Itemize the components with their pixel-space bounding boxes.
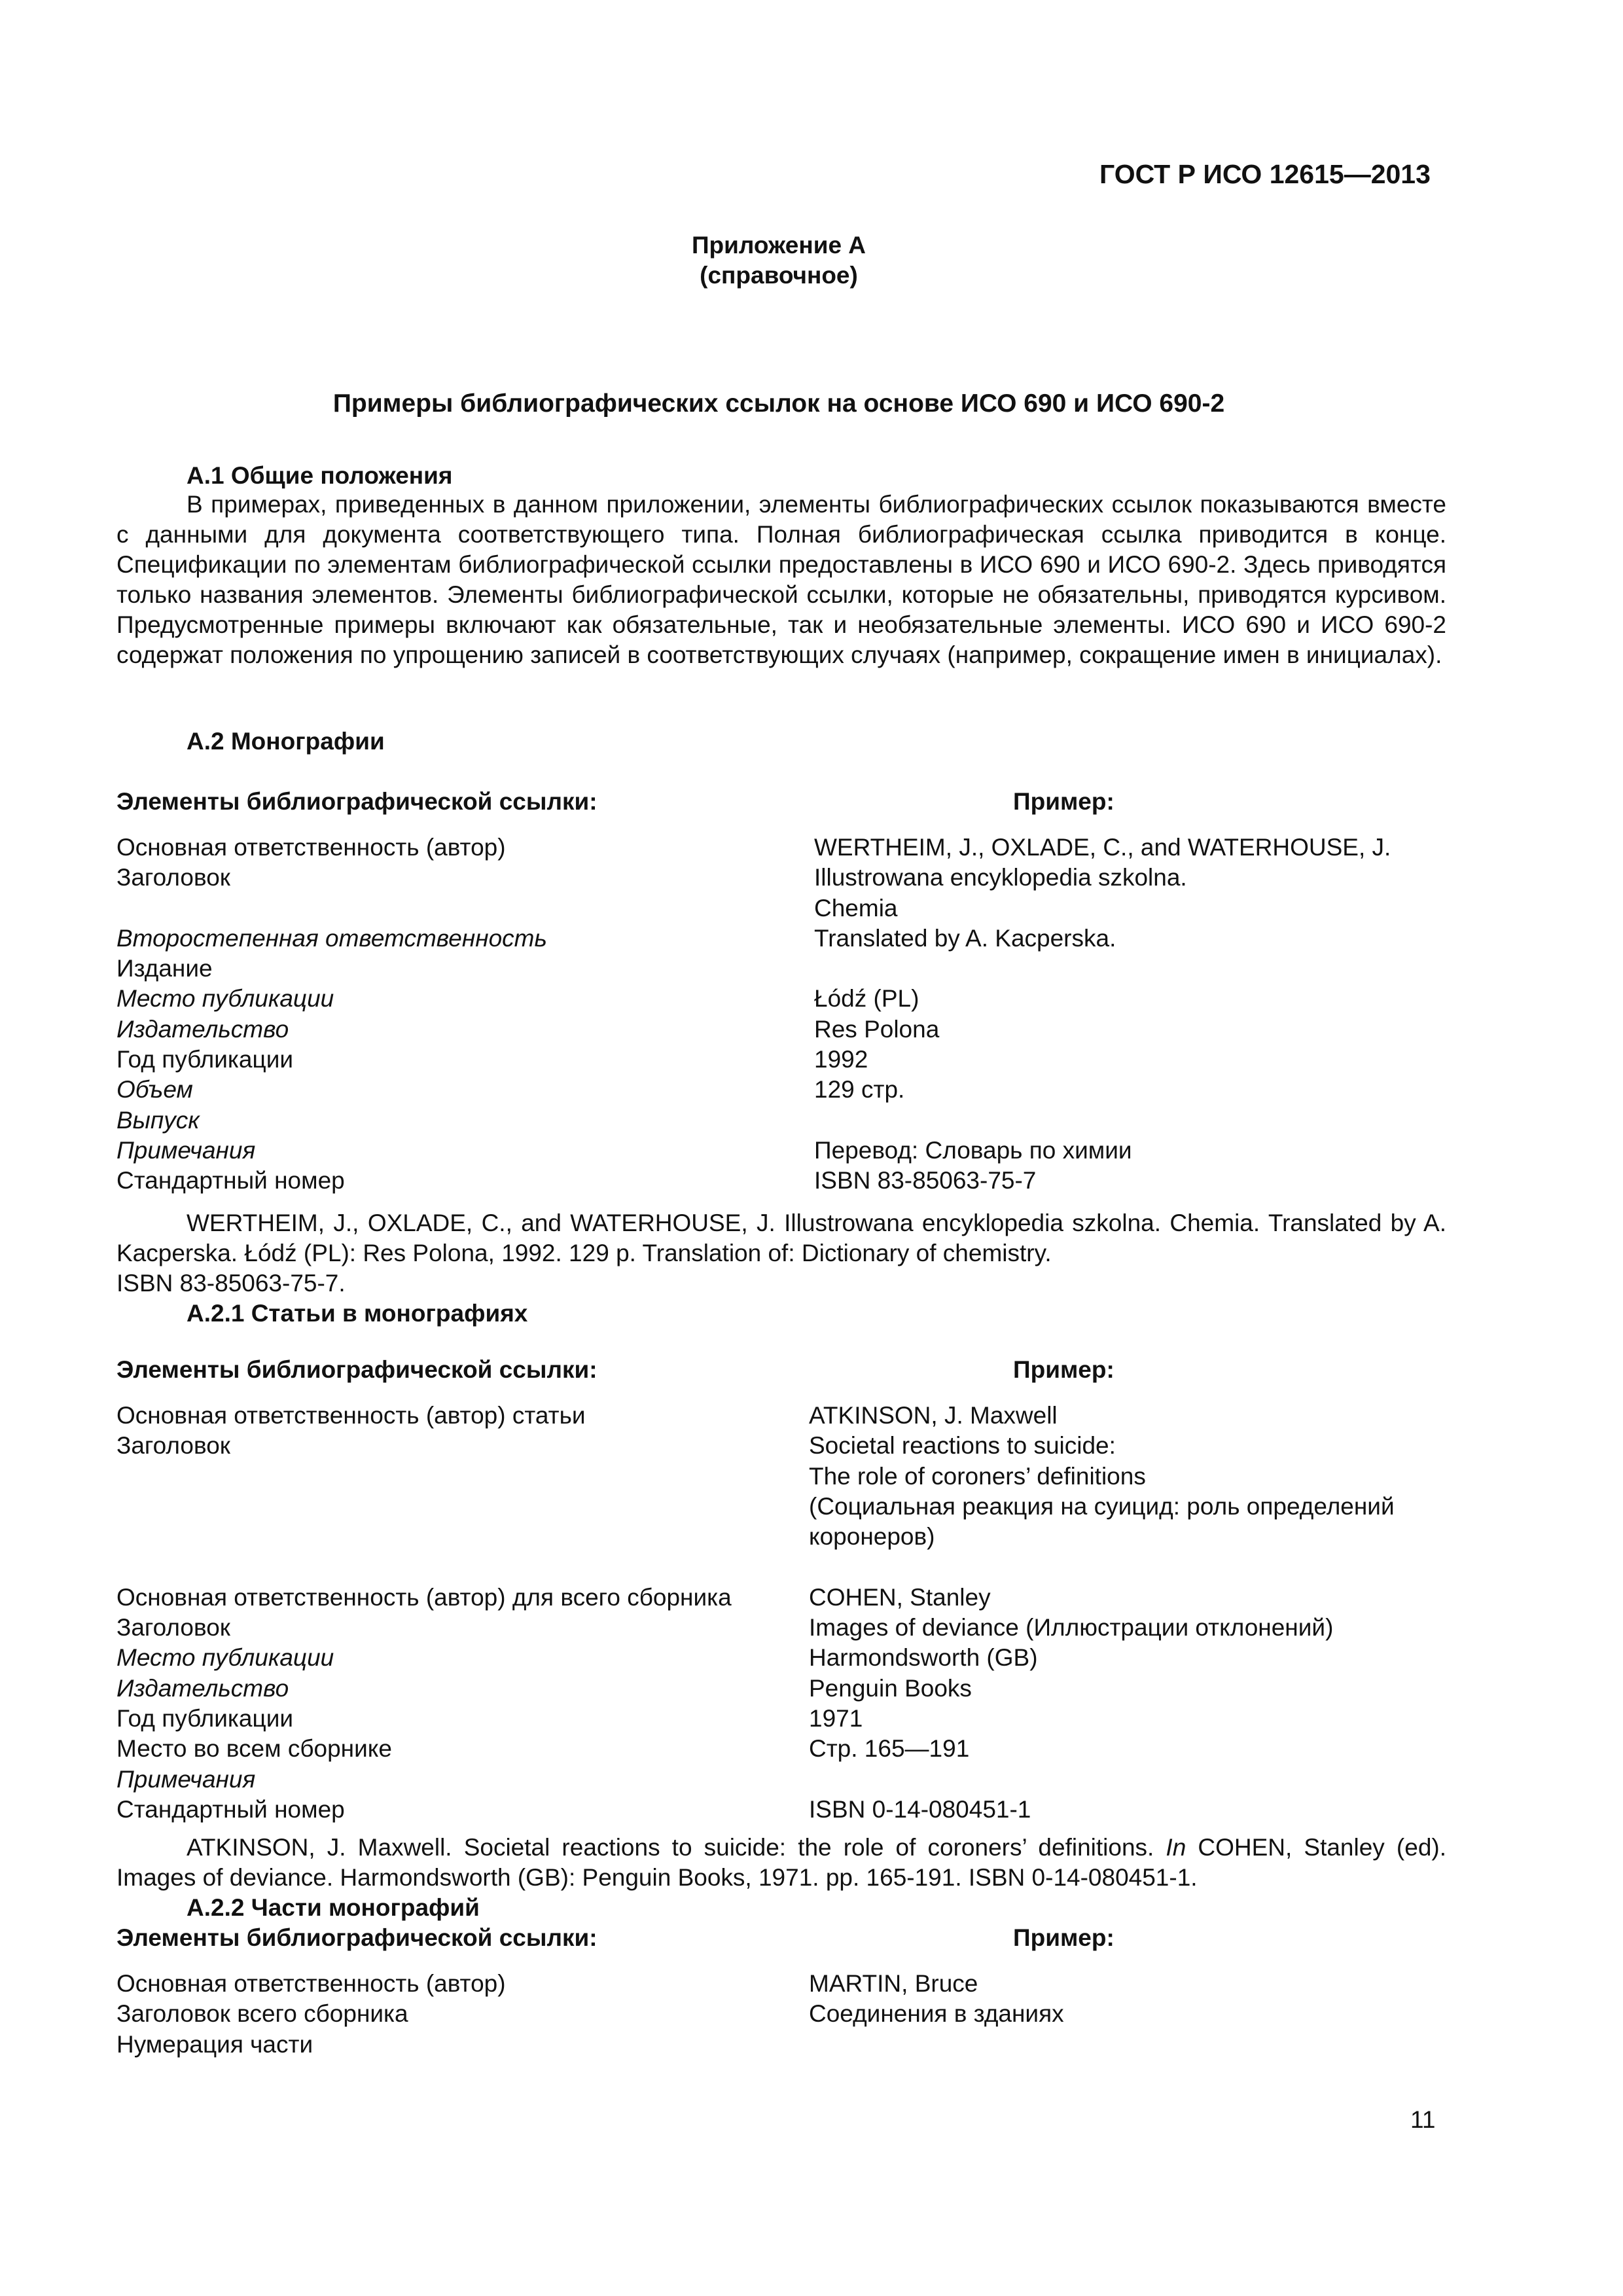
example-value: 1992 bbox=[814, 1046, 868, 1073]
a2-elements-header: Элементы библиографической ссылки: bbox=[116, 788, 597, 815]
example-value bbox=[809, 1552, 1446, 1582]
section-a2-heading: А.2 Монографии bbox=[187, 728, 385, 755]
example-value bbox=[809, 2030, 1446, 2060]
element-label bbox=[116, 1522, 784, 1552]
example-value: ISBN 83-85063-75-7 bbox=[814, 1167, 1037, 1194]
a2-elements-list bbox=[116, 833, 784, 1196]
example-value: The role of coroners’ definitions bbox=[809, 1462, 1146, 1490]
a21-citation: ATKINSON, J. Maxwell. Societal reactions to suicide: the role of coroners’ definitions. In COHEN, Stanley (ed). Images of deviance. Harmondsworth (GB): Penguin Books, 1971. pp. 165-191. ISBN 0-14-080451-1. bbox=[116, 1834, 1446, 1891]
example-value: Penguin Books bbox=[809, 1674, 972, 1702]
example-value: ATKINSON, J. Maxwell bbox=[809, 1402, 1058, 1429]
example-value: коронеров) bbox=[809, 1523, 935, 1551]
element-label: Заголовок bbox=[116, 1432, 230, 1460]
example-value: WERTHEIM, J., OXLADE, C., and WATERHOUSE, J. bbox=[814, 834, 1391, 861]
a2-example-header: Пример: bbox=[1013, 788, 1115, 815]
section-a21-heading: А.2.1 Статьи в монографиях bbox=[187, 1300, 528, 1327]
example-value: Стр. 165—191 bbox=[809, 1735, 970, 1763]
element-label: Второстепенная ответственность bbox=[116, 924, 547, 952]
section-a1-text: В примерах, приведенных в данном приложении, элементы библиографических ссылок показываются вместе с данными для документа соответствующего типа. Полная библиографическая ссылка приводится в конце. Спецификации по элементам библиографической ссылки предоставлены в ИСО 690 и ИСО 690-2. Здесь приводятся только названия элементов. Элементы библиографической ссылки, которые не обязательны, приводятся курсивом. Предусмотренные примеры включают как обязательные, так и необязательные элементы. ИСО 690 и ИСО 690-2 содержат положения по упрощению записей в соответствующих случаях (например, сокращение имен в инициалах). bbox=[116, 491, 1446, 668]
example-value: Translated by A. Kacperska. bbox=[814, 924, 1116, 952]
appendix-title: Приложение А bbox=[691, 232, 866, 259]
a21-elements-header: Элементы библиографической ссылки: bbox=[116, 1356, 597, 1383]
example-value: Chemia bbox=[814, 894, 898, 922]
element-label: Стандартный номер bbox=[116, 1795, 345, 1823]
example-value: MARTIN, Bruce bbox=[809, 1970, 978, 1997]
section-a22-heading: А.2.2 Части монографий bbox=[187, 1894, 480, 1921]
a2-citation-isbn: ISBN 83-85063-75-7. bbox=[116, 1270, 346, 1297]
example-value bbox=[809, 1765, 1446, 1795]
element-label: Стандартный номер bbox=[116, 1167, 345, 1194]
element-label: Основная ответственность (автор) bbox=[116, 1970, 506, 1997]
element-label: Выпуск bbox=[116, 1106, 200, 1134]
example-value bbox=[814, 1105, 1446, 1136]
element-label: Нумерация части bbox=[116, 2030, 313, 2058]
section-a1-heading: А.1 Общие положения bbox=[187, 462, 453, 489]
element-label: Объем bbox=[116, 1076, 193, 1103]
element-label: Примечания bbox=[116, 1765, 256, 1793]
example-value: 1971 bbox=[809, 1704, 863, 1732]
standard-designation: ГОСТ Р ИСО 12615—2013 bbox=[1099, 159, 1431, 189]
element-label: Заголовок всего сборника bbox=[116, 2000, 408, 2028]
element-label bbox=[116, 1492, 784, 1522]
example-value: Societal reactions to suicide: bbox=[809, 1432, 1116, 1460]
example-value: Перевод: Словарь по химии bbox=[814, 1136, 1132, 1164]
example-value: COHEN, Stanley bbox=[809, 1583, 991, 1611]
a21-elements-list bbox=[116, 1401, 784, 1825]
a21-example-header: Пример: bbox=[1013, 1356, 1115, 1383]
a21-example-list bbox=[809, 1401, 1446, 1825]
example-value: 129 стр. bbox=[814, 1076, 905, 1103]
example-value: Łódź (PL) bbox=[814, 985, 919, 1013]
element-label: Место во всем сборнике bbox=[116, 1735, 392, 1763]
element-label: Заголовок bbox=[116, 1614, 230, 1641]
page-number: 11 bbox=[1410, 2106, 1436, 2133]
a22-example-header: Пример: bbox=[1013, 1924, 1115, 1951]
example-value: (Социальная реакция на суицид: роль определений bbox=[809, 1492, 1395, 1520]
a22-elements-header: Элементы библиографической ссылки: bbox=[116, 1924, 597, 1951]
a2-citation: WERTHEIM, J., OXLADE, C., and WATERHOUSE, J. Illustrowana encyklopedia szkolna. Chemia. Translated by A. Kacperska. Łódź (PL): Res Polona, 1992. 129 p. Translation of: Dictionary of chemistry. bbox=[116, 1210, 1446, 1266]
element-label: Год публикации bbox=[116, 1704, 294, 1732]
element-label: Примечания bbox=[116, 1136, 256, 1164]
element-label: Заголовок bbox=[116, 864, 230, 891]
element-label bbox=[116, 1552, 784, 1582]
element-label: Издательство bbox=[116, 1015, 289, 1043]
example-value bbox=[814, 954, 1446, 984]
element-label: Основная ответственность (автор) статьи bbox=[116, 1402, 586, 1429]
example-value: Illustrowana encyklopedia szkolna. bbox=[814, 864, 1187, 891]
element-label bbox=[116, 893, 784, 924]
example-value: Harmondsworth (GB) bbox=[809, 1644, 1038, 1672]
a22-example-list bbox=[809, 1969, 1446, 2060]
element-label: Место публикации bbox=[116, 1644, 334, 1672]
appendix-subtitle: (справочное) bbox=[700, 262, 858, 289]
a2-example-list bbox=[814, 833, 1446, 1196]
element-label: Издание bbox=[116, 955, 213, 982]
a22-elements-list bbox=[116, 1969, 784, 2060]
element-label: Основная ответственность (автор) для всего сборника bbox=[116, 1583, 732, 1611]
element-label: Основная ответственность (автор) bbox=[116, 834, 506, 861]
element-label: Год публикации bbox=[116, 1046, 294, 1073]
element-label: Место публикации bbox=[116, 985, 334, 1013]
example-value: Images of deviance (Иллюстрации отклонений) bbox=[809, 1614, 1334, 1641]
example-value: ISBN 0-14-080451-1 bbox=[809, 1795, 1031, 1823]
element-label bbox=[116, 1462, 784, 1492]
main-title: Примеры библиографических ссылок на основе ИСО 690 и ИСО 690-2 bbox=[332, 389, 1225, 418]
example-value: Соединения в зданиях bbox=[809, 2000, 1064, 2028]
example-value: Res Polona bbox=[814, 1015, 940, 1043]
element-label: Издательство bbox=[116, 1674, 289, 1702]
